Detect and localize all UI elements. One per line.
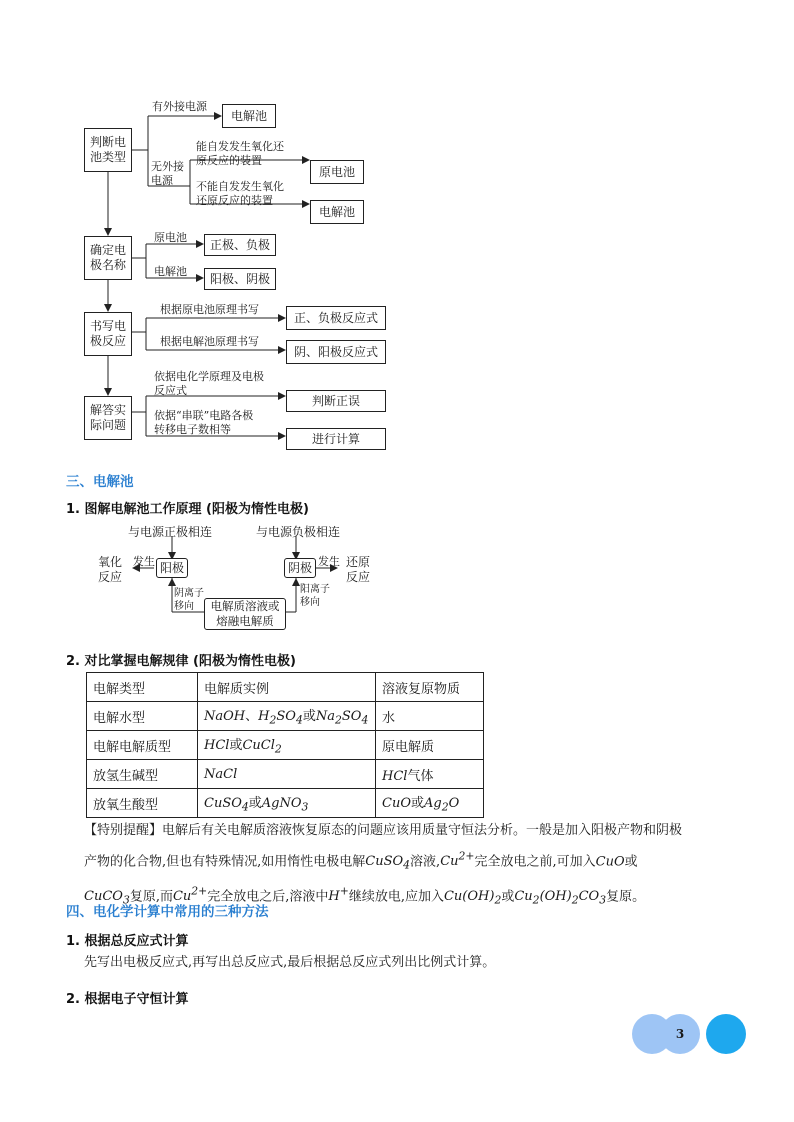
cathode-box: 阴极 [284, 558, 316, 578]
tip-line-1: 【特别提醒】电解后有关电解质溶液恢复原态的问题应该用质量守恒法分析。一般是加入阳极产物和阴极 [84, 823, 683, 838]
spontaneous-line-2: 原反应的装置 [196, 154, 262, 167]
table-row [87, 760, 484, 789]
positive-negative-box: 正极、负极 [204, 234, 276, 256]
oxidation-line-2: 反应 [98, 570, 123, 584]
table-cell: NaCl [198, 760, 376, 789]
table-cell: HCl或CuCl$_2$ [198, 731, 376, 760]
solve-practical-problem-box [84, 396, 132, 440]
name-line-2: 极名称 [89, 258, 126, 272]
cation-line-1: 阳离子 [300, 584, 330, 595]
judge-right-wrong-box: 判断正误 [286, 390, 386, 412]
section-3-title: 三、电解池 [66, 474, 134, 490]
section-4-item-1-text: 先写出电极反应式,再写出总反应式,最后根据总反应式列出比例式计算。 [84, 955, 496, 970]
tip-line-3: CuCO$_3$复原,而$Cu^{2+}$完全放电之后,溶液中H+继续放电,应加入$Cu(OH)_2$或$Cu_2(OH)_2CO_3$复原。 [84, 884, 646, 907]
page-number: 3 [660, 1014, 700, 1054]
by-series-line-1: 依据“串联”电路各极 [154, 409, 254, 422]
non-spontaneous-line-2: 还原反应的装置 [196, 194, 273, 207]
external-power-label: 有外接电源 [152, 100, 207, 113]
connect-positive-label: 与电源正极相连 [128, 525, 213, 539]
galvanic-label: 原电池 [154, 231, 187, 244]
by-principle-line-1: 依据电化学原理及电极 [154, 370, 264, 383]
name-line-1: 确定电 [89, 243, 126, 257]
galvanic-cell-box: 原电池 [310, 160, 364, 184]
table-cell: CuSO$_4$或AgNO$_3$ [198, 789, 376, 818]
table-header-row [87, 673, 484, 702]
table-cell: CuO或$Ag_2O$ [376, 789, 484, 818]
solve-line-1: 解答实 [89, 403, 126, 417]
write-electrode-reaction-box [84, 312, 132, 356]
table-cell: 水 [376, 702, 484, 731]
by-electrolytic-principle-label: 根据电解池原理书写 [160, 335, 259, 348]
section-3-item-1: 1. 图解电解池工作原理 (阳极为惰性电极) [66, 502, 309, 517]
occur-left-label: 发生 [133, 555, 155, 568]
by-principle-line-2: 反应式 [154, 384, 187, 397]
no-external-power-line-1: 无外接 [151, 160, 184, 173]
table-header: 溶液复原物质 [376, 673, 484, 702]
table-cell: 放氢生碱型 [87, 760, 198, 789]
spontaneous-line-1: 能自发发生氧化还 [196, 140, 284, 153]
table-cell: 电解电解质型 [87, 731, 198, 760]
determine-electrode-name-box [84, 236, 132, 280]
table-row [87, 702, 484, 731]
anode-cathode-equation-box: 阴、阳极反应式 [286, 340, 386, 364]
electrolytic-cell-box-1: 电解池 [222, 104, 276, 128]
cation-line-2: 移向 [300, 597, 320, 608]
table-cell: HCl气体 [376, 760, 484, 789]
anode-box: 阳极 [156, 558, 188, 578]
table-row [87, 731, 484, 760]
by-series-line-2: 转移电子数相等 [154, 423, 231, 436]
flowchart-lines [0, 0, 794, 460]
calculation-box: 进行计算 [286, 428, 386, 450]
table-cell: NaOH、$H_2SO_4$或$Na_2SO_4$ [198, 702, 376, 731]
electrolyte-line-1: 电解质溶液或 [210, 599, 280, 613]
reduction-line-1: 还原 [346, 555, 371, 569]
anion-line-1: 阴离子 [174, 588, 204, 599]
electrolytic-cell-box-2: 电解池 [310, 200, 364, 224]
write-line-2: 极反应 [89, 334, 126, 348]
anode-cathode-box: 阳极、阴极 [204, 268, 276, 290]
oxidation-line-1: 氧化 [98, 555, 123, 569]
solve-line-2: 际问题 [89, 418, 126, 432]
section-4-item-2: 2. 根据电子守恒计算 [66, 992, 189, 1007]
section-3-item-2: 2. 对比掌握电解规律 (阳极为惰性电极) [66, 654, 296, 669]
table-row [87, 789, 484, 818]
judge-line-2: 池类型 [89, 150, 126, 164]
judge-line-1: 判断电 [89, 135, 126, 149]
page-badge-dark-circle [706, 1014, 746, 1054]
table-cell: 放氧生酸型 [87, 789, 198, 818]
positive-negative-equation-box: 正、负极反应式 [286, 306, 386, 330]
table-cell: 原电解质 [376, 731, 484, 760]
no-external-power-line-2: 电源 [151, 174, 173, 187]
occur-right-label: 发生 [318, 555, 340, 568]
section-4-title: 四、电化学计算中常用的三种方法 [66, 904, 269, 920]
electrolyte-box [204, 598, 286, 630]
electrolysis-rules-table [86, 672, 484, 818]
tip-line-2: 产物的化合物,但也有特殊情况,如用惰性电极电解CuSO$_4$溶液$,Cu^{2+}$完全放电之前,可加入CuO或 [84, 850, 638, 872]
table-header: 电解类型 [87, 673, 198, 702]
table-header: 电解质实例 [198, 673, 376, 702]
connect-negative-label: 与电源负极相连 [256, 525, 341, 539]
reduction-line-2: 反应 [346, 570, 371, 584]
anion-line-2: 移向 [174, 601, 194, 612]
non-spontaneous-line-1: 不能自发发生氧化 [196, 180, 284, 193]
write-line-1: 书写电 [89, 319, 126, 333]
electrolyte-line-2: 熔融电解质 [216, 614, 274, 628]
section-4-item-1: 1. 根据总反应式计算 [66, 934, 189, 949]
table-cell: 电解水型 [87, 702, 198, 731]
judge-battery-type-box [84, 128, 132, 172]
by-galvanic-principle-label: 根据原电池原理书写 [160, 303, 259, 316]
electrolytic-label: 电解池 [154, 265, 187, 278]
